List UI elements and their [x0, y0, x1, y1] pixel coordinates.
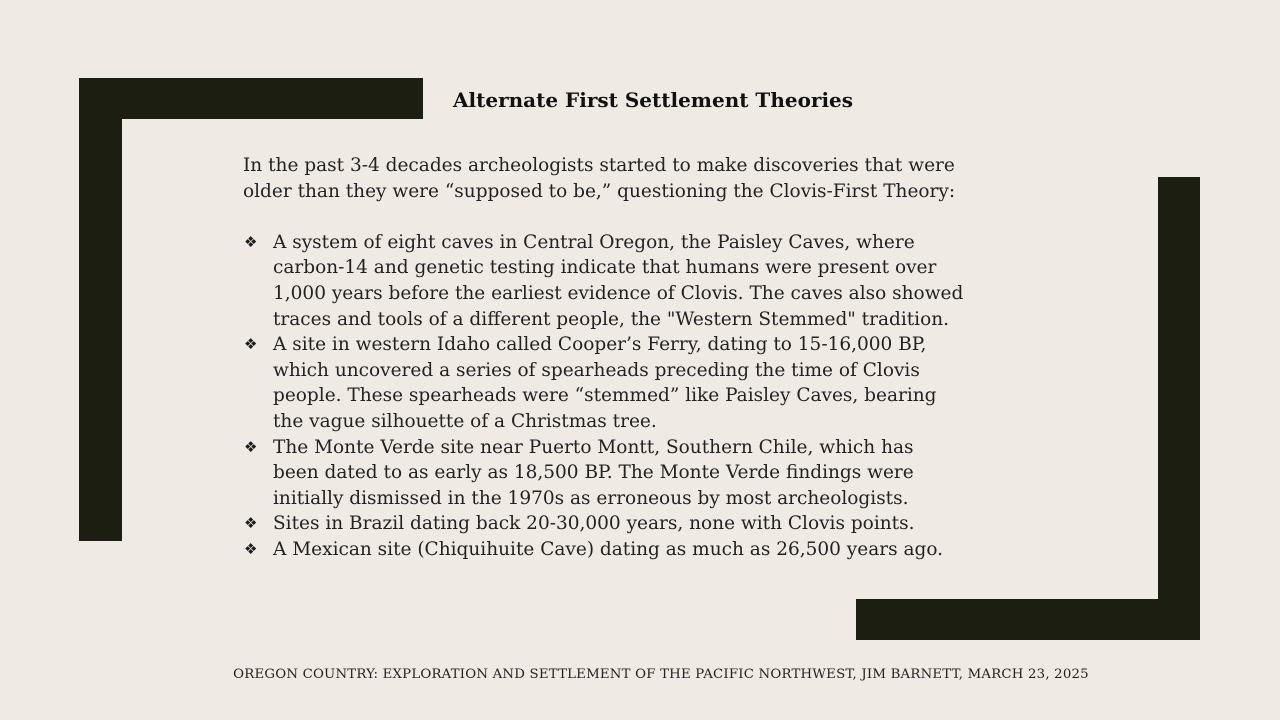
bullet-line: traces and tools of a different people, the "Western Stemmed" tradition.: [273, 308, 950, 330]
footer-text: OREGON COUNTRY: EXPLORATION AND SETTLEMENT OF THE PACIFIC NORTHWEST, JIM BARNETT, MARCH 23, 2025: [233, 667, 1089, 682]
bullet-line: A system of eight caves in Central Oregon, the Paisley Caves, where: [273, 231, 915, 253]
bullet-line: people. These spearheads were “stemmed” like Paisley Caves, bearing: [273, 385, 937, 407]
bullet-line: the vague silhouette of a Christmas tree.: [273, 410, 657, 432]
frame-bar-top-left-vertical: [79, 78, 122, 541]
diamond-bullet-icon: ❖: [244, 437, 258, 456]
list-item: [243, 230, 1063, 332]
bullet-line: A Mexican site (Chiquihuite Cave) dating as much as 26,500 years ago.: [273, 538, 944, 560]
diamond-bullet-icon: ❖: [244, 335, 258, 354]
list-item: [243, 435, 1063, 512]
bullet-line: which uncovered a series of spearheads preceding the time of Clovis: [273, 359, 920, 381]
intro-paragraph: [243, 153, 1063, 204]
frame-bar-bottom-right-vertical: [1158, 177, 1200, 640]
bullet-line: been dated to as early as 18,500 BP. The Monte Verde findings were: [273, 462, 914, 484]
diamond-bullet-icon: ❖: [244, 514, 258, 533]
diamond-bullet-icon: ❖: [244, 232, 258, 251]
bullet-list: [243, 230, 1063, 563]
intro-line: older than they were “supposed to be,” questioning the Clovis-First Theory:: [243, 180, 956, 202]
bullet-line: The Monte Verde site near Puerto Montt, Southern Chile, which has: [273, 436, 914, 458]
bullet-line: A site in western Idaho called Cooper’s Ferry, dating to 15-16,000 BP,: [273, 334, 927, 356]
frame-bar-top-left-horizontal: [79, 78, 423, 119]
slide-content: [243, 153, 1063, 563]
bullet-line: carbon-14 and genetic testing indicate that humans were present over: [273, 257, 937, 279]
list-item: [243, 332, 1063, 434]
frame-bar-bottom-right-horizontal: [856, 599, 1200, 640]
bullet-line: Sites in Brazil dating back 20-30,000 years, none with Clovis points.: [273, 513, 915, 535]
bullet-line: initially dismissed in the 1970s as erroneous by most archeologists.: [273, 487, 909, 509]
diamond-bullet-icon: ❖: [244, 539, 258, 558]
slide-title: Alternate First Settlement Theories: [453, 88, 854, 112]
bullet-line: 1,000 years before the earliest evidence of Clovis. The caves also showed: [273, 282, 964, 304]
list-item: [243, 511, 1063, 537]
slide-footer: [0, 667, 1280, 682]
list-item: [243, 537, 1063, 563]
intro-line: In the past 3-4 decades archeologists started to make discoveries that were: [243, 155, 955, 176]
